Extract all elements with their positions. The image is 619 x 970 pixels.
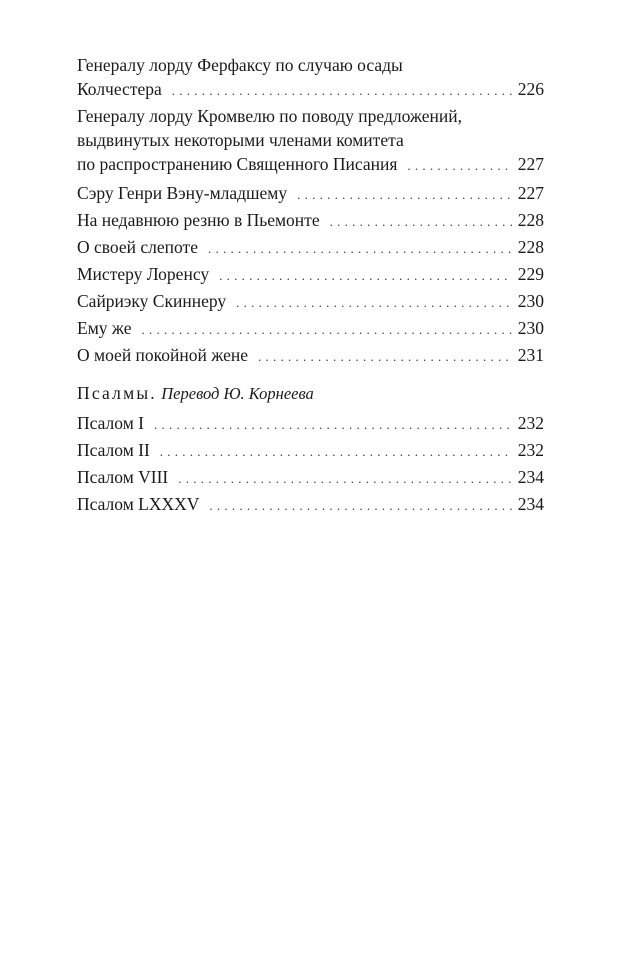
section-title: Псалмы.	[77, 383, 157, 403]
toc-entry	[77, 53, 544, 103]
toc-entry-title-line: выдвинутых некоторыми членами комитета	[77, 130, 404, 150]
dot-leader	[209, 492, 511, 518]
toc-page-number: 232	[517, 440, 544, 460]
dot-leader	[208, 235, 512, 261]
toc-entry	[77, 411, 544, 437]
dot-leader	[407, 152, 511, 178]
toc-entry	[77, 235, 544, 261]
toc-entry-title: Мистеру Лоренсу	[77, 264, 210, 284]
toc-page-number: 228	[517, 237, 544, 257]
toc-entry	[77, 104, 544, 178]
toc-entry-title: О моей покойной жене	[77, 345, 249, 365]
toc-page-number: 227	[517, 154, 544, 174]
dot-leader	[330, 208, 512, 234]
dot-leader	[297, 181, 512, 207]
toc-entry	[77, 316, 544, 342]
toc-entry	[77, 208, 544, 234]
toc-entry-title: На недавнюю резню в Пьемонте	[77, 210, 320, 230]
toc-entry-title-line: Генералу лорду Кромвелю по поводу предложений,	[77, 106, 462, 126]
toc-page-number: 226	[517, 79, 544, 99]
toc-entry	[77, 262, 544, 288]
toc-entry-title: Сайриэку Скиннеру	[77, 291, 227, 311]
toc-entry	[77, 181, 544, 207]
toc-entry	[77, 465, 544, 491]
section-heading-psalms	[77, 381, 544, 406]
toc-entry-title: Псалом II	[77, 440, 150, 460]
toc-entry	[77, 343, 544, 369]
toc-page-number: 232	[517, 413, 544, 433]
table-of-contents	[77, 53, 544, 519]
toc-entry-title-line: Генералу лорду Ферфаксу по случаю осады	[77, 55, 403, 75]
toc-entry-title: Псалом VIII	[77, 467, 169, 487]
toc-page-number: 227	[517, 183, 544, 203]
toc-group-psalms	[77, 411, 544, 518]
toc-entry-title: О своей слепоте	[77, 237, 198, 257]
toc-entry-title: Псалом I	[77, 413, 144, 433]
toc-page-number: 234	[517, 494, 544, 514]
toc-entry-title: Колчестера	[77, 79, 162, 99]
toc-page-number: 231	[517, 345, 544, 365]
toc-page-number: 230	[517, 318, 544, 338]
toc-entry-title: по распространению Священного Писания	[77, 154, 398, 174]
toc-page-number: 234	[517, 467, 544, 487]
toc-page-number: 228	[517, 210, 544, 230]
dot-leader	[160, 438, 512, 464]
toc-entry-title: Ему же	[77, 318, 132, 338]
dot-leader	[178, 465, 511, 491]
toc-entry-title: Сэру Генри Вэну-младшему	[77, 183, 288, 203]
toc-group-sonnets	[77, 53, 544, 369]
toc-page-number: 230	[517, 291, 544, 311]
section-translator: Перевод Ю. Корнеева	[161, 384, 314, 403]
toc-entry	[77, 438, 544, 464]
dot-leader	[142, 316, 512, 342]
dot-leader	[172, 77, 512, 103]
toc-entry-title: Псалом LXXXV	[77, 494, 200, 514]
toc-page-number: 229	[517, 264, 544, 284]
toc-entry	[77, 289, 544, 315]
toc-entry	[77, 492, 544, 518]
dot-leader	[154, 411, 512, 437]
dot-leader	[219, 262, 512, 288]
dot-leader	[236, 289, 512, 315]
dot-leader	[258, 343, 512, 369]
